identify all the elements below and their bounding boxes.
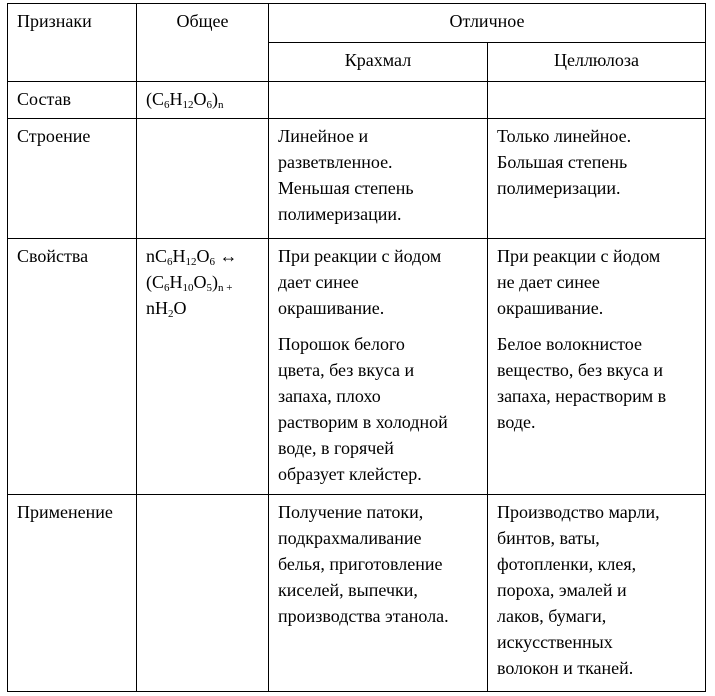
- cell-line: не дает синее: [497, 272, 600, 292]
- cell-line: цвета, без вкуса и: [278, 360, 415, 380]
- header-difference: Отличное: [269, 4, 706, 43]
- cell-line: Белое волокнистое: [497, 334, 642, 354]
- cell-line: полимеризации.: [497, 178, 621, 198]
- cell-paragraph: [497, 499, 696, 681]
- cell-line: воде, в горячей: [278, 438, 394, 458]
- cell-line: Меньшая степень: [278, 178, 414, 198]
- cell-paragraph: [497, 331, 696, 435]
- cell-line: лаков, бумаги,: [497, 606, 607, 626]
- row-label: Применение: [8, 495, 137, 692]
- cell-paragraph: [278, 123, 478, 227]
- cell-paragraph: [497, 123, 696, 201]
- cellulose-cell: [488, 82, 706, 119]
- starch-cell: [269, 119, 488, 239]
- cell-line: растворим в холодной: [278, 412, 448, 432]
- header-common: Общее: [137, 4, 269, 82]
- cell-paragraph: [278, 331, 478, 487]
- row-properties: [8, 239, 706, 495]
- cell-line: вещество, без вкуса и: [497, 360, 663, 380]
- cell-paragraph: [497, 243, 696, 321]
- cellulose-cell: [488, 119, 706, 239]
- cellulose-cell: [488, 239, 706, 495]
- cell-line: фотопленки, клея,: [497, 554, 637, 574]
- common-cell: $(C_6H_{12}O_6)_n$: [137, 82, 269, 119]
- row-label: Состав: [8, 82, 137, 119]
- cell-line: Получение патоки,: [278, 502, 424, 522]
- cell-line: пороха, эмалей и: [497, 580, 627, 600]
- common-cell: [137, 495, 269, 692]
- cell-line: полимеризации.: [278, 204, 402, 224]
- comparison-table: [7, 3, 706, 692]
- row-composition: [8, 82, 706, 119]
- cell-line: Порошок белого: [278, 334, 405, 354]
- cell-line: Большая степень: [497, 152, 628, 172]
- row-label: Свойства: [8, 239, 137, 495]
- row-application: [8, 495, 706, 692]
- header-starch: Крахмал: [269, 43, 488, 82]
- cell-line: При реакции с йодом: [497, 246, 661, 266]
- cell-line: Линейное и: [278, 126, 369, 146]
- cell-line: производства этанола.: [278, 606, 449, 626]
- cell-line: воде.: [497, 412, 536, 432]
- cell-line: бинтов, ваты,: [497, 528, 600, 548]
- cell-line: Производство марли,: [497, 502, 660, 522]
- cellulose-cell: [488, 495, 706, 692]
- cell-line: искусственных: [497, 632, 613, 652]
- cell-line: белья, приготовление: [278, 554, 443, 574]
- cell-line: образует клейстер.: [278, 464, 422, 484]
- common-cell: $nC_6H_{12}O_6$ ↔ $(C_6H_{10}O_5)_{n +}$ $nH_2O$: [137, 239, 269, 495]
- starch-cell: [269, 239, 488, 495]
- cell-line: запаха, нерастворим в: [497, 386, 667, 406]
- common-cell: [137, 119, 269, 239]
- cell-line: дает синее: [278, 272, 359, 292]
- cell-line: окрашивание.: [278, 298, 385, 318]
- cell-line: разветвленное.: [278, 152, 393, 172]
- cell-paragraph: [278, 243, 478, 321]
- cell-line: подкрахмаливание: [278, 528, 422, 548]
- starch-cell: [269, 495, 488, 692]
- cell-line: волокон и тканей.: [497, 658, 634, 678]
- row-structure: [8, 119, 706, 239]
- starch-cell: [269, 82, 488, 119]
- row-label: Строение: [8, 119, 137, 239]
- cell-line: окрашивание.: [497, 298, 604, 318]
- cell-line: киселей, выпечки,: [278, 580, 418, 600]
- header-cellulose: Целлюлоза: [488, 43, 706, 82]
- cell-line: Только линейное.: [497, 126, 632, 146]
- cell-paragraph: [278, 499, 478, 629]
- cell-line: При реакции с йодом: [278, 246, 442, 266]
- cell-line: запаха, плохо: [278, 386, 381, 406]
- header-signs: Признаки: [8, 4, 137, 82]
